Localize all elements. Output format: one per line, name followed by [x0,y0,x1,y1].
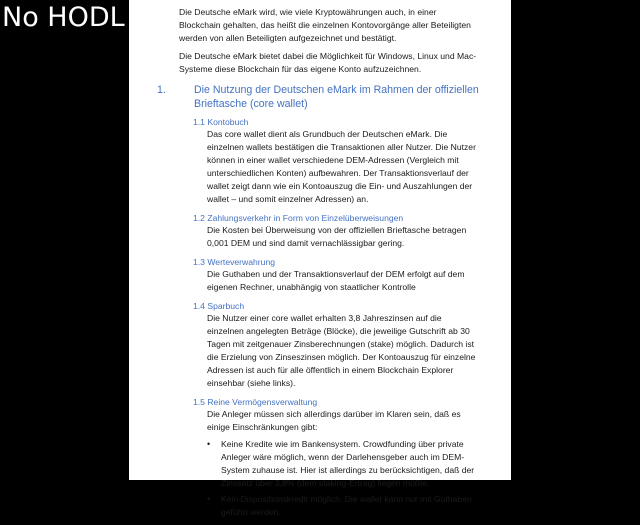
subsection-werteverwahrung [179,256,479,294]
section-number: 1. [157,84,166,96]
document-content [157,6,479,525]
subsection-heading: 1.5 Reine Vermögensverwaltung [193,397,318,407]
subsection-body: Das core wallet dient als Grundbuch der Deutschen eMark. Die einzelnen wallets bestätigen die Transaktionen aller Nutzer. Die Nutzer können in einer wallet verschiedene DEM-Adressen (Vergleich mit unterschiedlichen Konten) aufbewahren. Der Transaktionsverlauf der wallet zeigt dann wie ein Kontoauszug die Ein- und Auszahlungen der wallet – und somit einzelner Adressen) an. [207,129,476,204]
subsection-kontobuch [179,116,479,206]
list-item [207,493,479,519]
overlay-title: No HODL [2,2,125,33]
subsection-body: Die Nutzer einer core wallet erhalten 3,8 Jahreszinsen auf die einzelnen angelegten Beträge (Blöcke), die jeweilige Gutschrift ab 30 Tagen mit zeitgenauer Zinsberechnungen (stake) möglich. Dadurch ist die Erzielung von Zinseszinsen möglich. Der Kontoauszug für einzelne Adressen ist auch für alle öffentlich in einem Blockchain Explorer einsehbar (siehe links). [207,313,476,388]
subsection-body: Die Anleger müssen sich allerdings darüber im Klaren sein, daß es einige Einschränkungen gibt: [207,409,461,432]
subsection-body: Die Kosten bei Überweisung von der offiziellen Brieftasche betragen 0,001 DEM und sind damit vernachlässigbar gering. [207,225,467,248]
section-title: Die Nutzung der Deutschen eMark im Rahmen der offiziellen Brieftasche (core wallet) [194,84,479,110]
subsection-heading: 1.4 Sparbuch [193,301,245,311]
section-heading [157,83,479,111]
subsection-heading: 1.2 Zahlungsverkehr in Form von Einzelüberweisungen [193,213,404,223]
subsection-zahlungsverkehr [179,212,479,250]
subsection-body: Die Guthaben und der Transaktionsverlauf der DEM erfolgt auf dem eigenen Rechner, unabhängig von staatlicher Kontrolle [207,269,465,292]
list-item [207,438,479,490]
subsection-heading: 1.1 Kontobuch [193,117,249,127]
restriction-list [193,438,479,519]
intro-paragraph-2: Die Deutsche eMark bietet dabei die Möglichkeit für Windows, Linux und Mac-Systeme diese Blockchain für das eigene Konto aufzuzeichnen. [179,51,477,74]
subsection-vermoegensverwaltung [179,396,479,519]
subsection-sparbuch [179,300,479,390]
subsection-heading: 1.3 Werteverwahrung [193,257,276,267]
intro-paragraph-1: Die Deutsche eMark wird, wie viele Kryptowährungen auch, in einer Blockchain gehalten, das heißt die einzelnen Kontovorgänge aller Beteiligten werden von allen Beteiligten aufgezeichnet und bestätigt. [179,7,471,43]
bullet-icon: • [207,439,211,449]
document-page [129,0,511,517]
list-item-text: Keine Kredite wie im Bankensystem. Crowdfunding über private Anleger wäre möglich, wenn der Darlehensgeber auch im DEM-System zuhause ist. Hier ist allerdings zu berücksichtigen, daß der Zinssatz über 3,8% (dem staking-Ertrag) liegen müßte. [221,439,475,488]
bullet-icon: • [207,494,211,504]
list-item-text: Kein Dispositionskredit möglich. Die wallet kann nur mit Guthaben geführt werden. [221,494,472,517]
